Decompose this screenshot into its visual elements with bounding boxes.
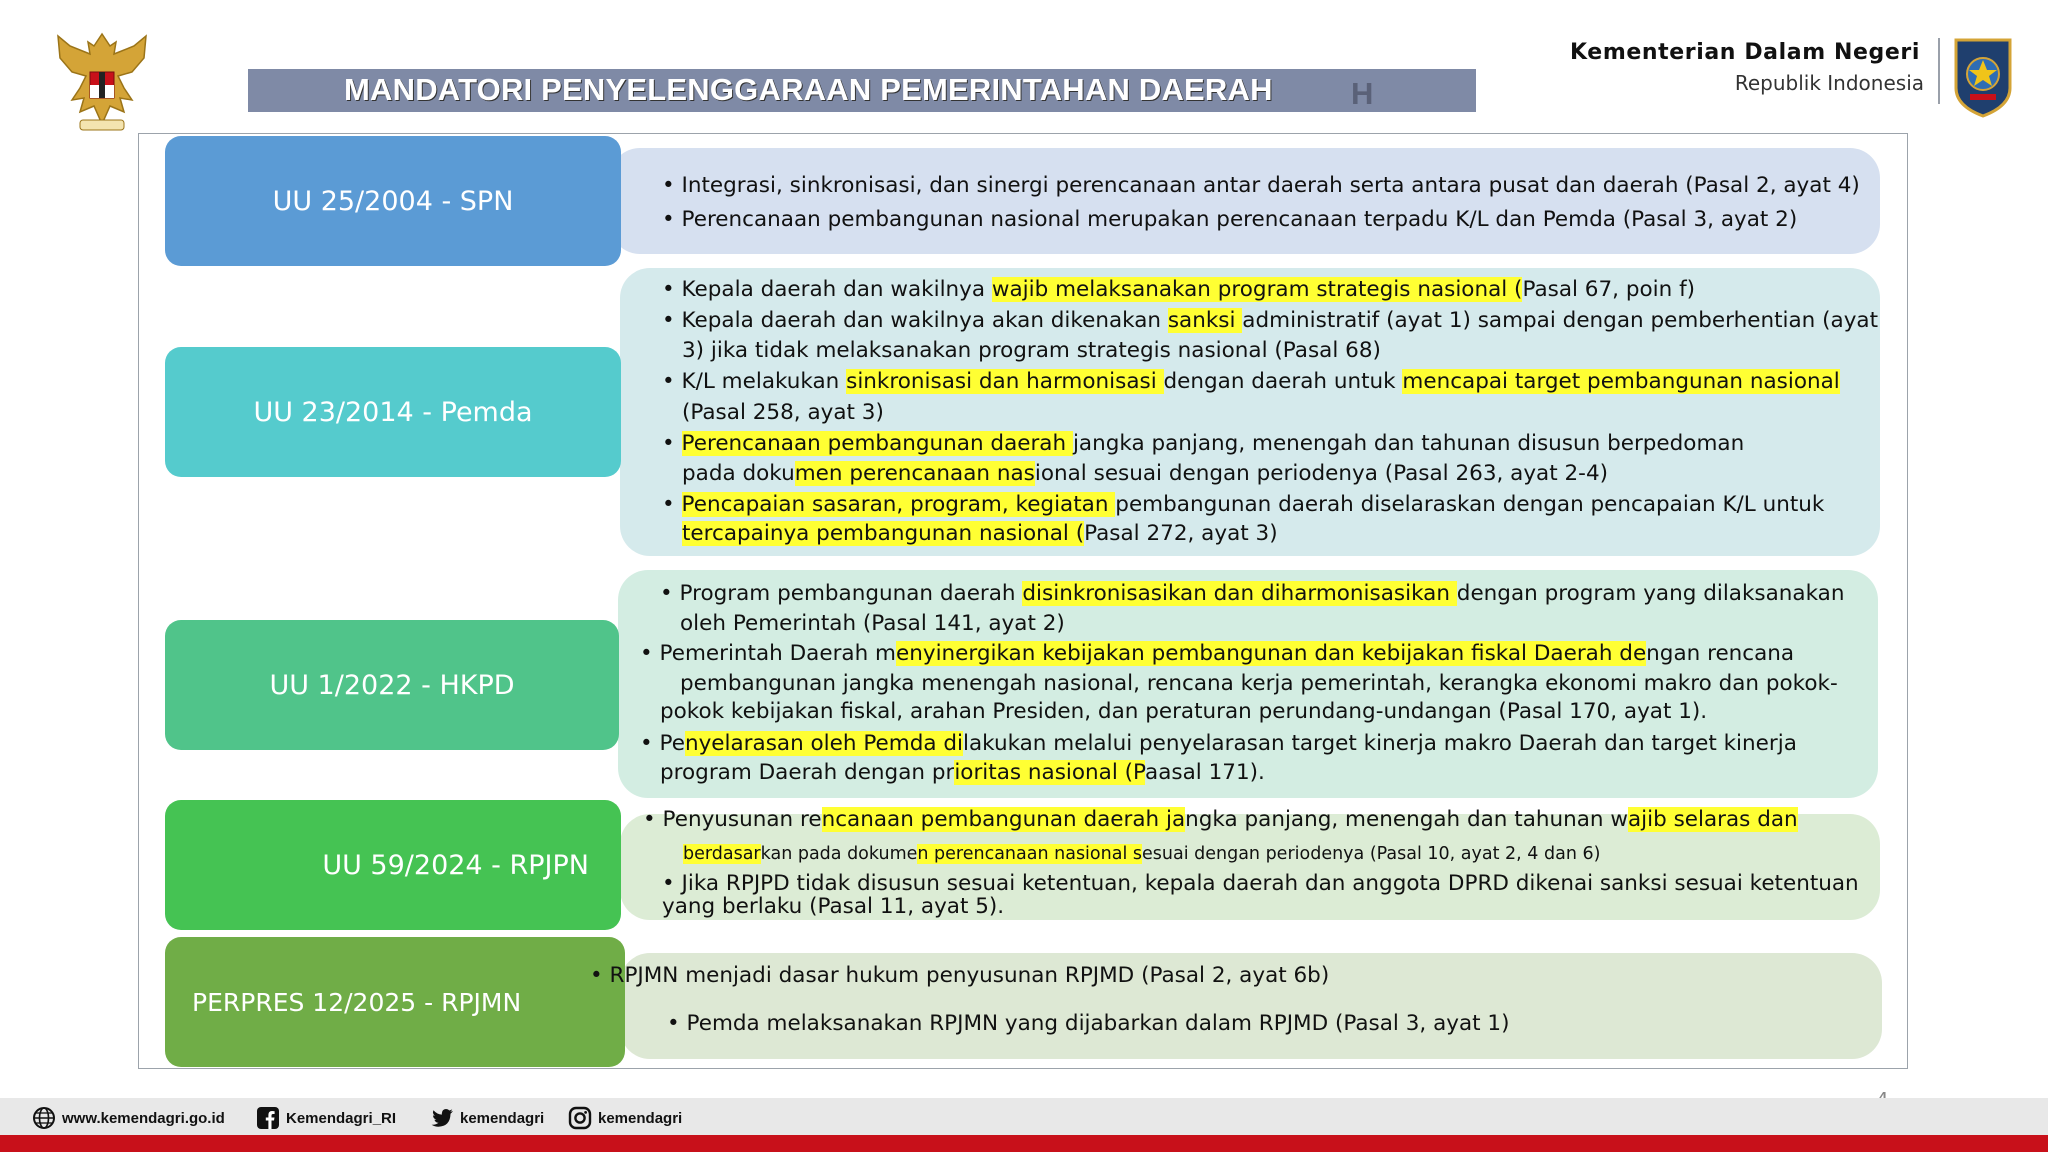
text-segment: kan pada dokume	[760, 844, 918, 864]
footer-website[interactable]	[32, 1106, 225, 1130]
row1-label-text: UU 25/2004 - SPN	[272, 185, 514, 217]
row1-label	[165, 136, 621, 266]
highlighted-text: n perencanaan nasional s	[917, 844, 1142, 864]
text-segment: (Pasal 258, ayat 3)	[682, 400, 884, 425]
text-segment: lakukan melalui penyelarasan target kinerja makro Daerah dan target kinerja	[963, 731, 1797, 756]
instagram-icon	[568, 1106, 592, 1130]
highlighted-text: wajib melaksanakan program strategis nasional (	[991, 277, 1523, 302]
row3-line	[660, 759, 1265, 787]
highlighted-text: mencapai target pembangunan nasional	[1402, 369, 1840, 394]
row2-line	[682, 337, 1381, 365]
text-segment: • Perencanaan pembangunan nasional merupakan perencanaan terpadu K/L dan Pemda (Pasal 3, ayat 2)	[662, 207, 1798, 232]
text-segment: pembangunan jangka menengah nasional, rencana kerja pemerintah, kerangka ekonomi makro dan pokok-	[680, 671, 1838, 696]
footer-red-stripe	[0, 1135, 2048, 1152]
row3-line	[680, 670, 1838, 698]
highlighted-text: ioritas nasional (P	[954, 760, 1146, 785]
text-segment: •	[662, 492, 682, 517]
row2-line	[662, 307, 1878, 335]
row4-line	[643, 806, 1798, 834]
facebook-icon	[256, 1106, 280, 1130]
row4-line	[662, 893, 1004, 921]
row3-line	[680, 610, 1065, 638]
text-segment: dengan daerah untuk	[1163, 369, 1403, 394]
highlighted-text: enyinergikan kebijakan pembangunan dan kebijakan fiskal Daerah de	[896, 641, 1647, 666]
text-segment: • Pemda melaksanakan RPJMN yang dijabarkan dalam RPJMD (Pasal 3, ayat 1)	[667, 1011, 1510, 1036]
twitter-icon	[430, 1106, 454, 1130]
text-segment: • Kepala daerah dan wakilnya akan dikenakan	[662, 308, 1168, 333]
row1-content-box	[610, 148, 1880, 254]
row4-label	[165, 800, 621, 930]
title-ghost-letter: H	[1351, 76, 1374, 111]
row2-line	[682, 460, 1608, 488]
text-segment: • Integrasi, sinkronisasi, dan sinergi perencanaan antar daerah serta antara pusat dan daerah (Pasal 2, ayat 4)	[662, 173, 1860, 198]
row3-line	[660, 580, 1844, 608]
footer-website-text: www.kemendagri.go.id	[62, 1109, 225, 1127]
row2-line	[662, 430, 1744, 458]
globe-icon	[32, 1106, 56, 1130]
text-segment: Pasal 272, ayat 3)	[1084, 521, 1278, 546]
footer-twitter-text: kemendagri	[460, 1109, 545, 1127]
row2-label	[165, 347, 621, 477]
garuda-emblem-icon	[50, 28, 155, 136]
text-segment: dengan program yang dilaksanakan	[1456, 581, 1845, 606]
row3-line	[660, 698, 1707, 726]
highlighted-text: ncanaan pembangunan daerah ja	[821, 807, 1186, 832]
row1-line	[662, 206, 1797, 234]
text-segment: esuai dengan periodenya (Pasal 10, ayat 2, 4 dan 6)	[1142, 844, 1601, 864]
row1-line	[662, 172, 1860, 200]
text-segment: • Penyusunan re	[643, 807, 822, 832]
footer-twitter[interactable]	[430, 1106, 544, 1130]
highlighted-text: berdasar	[683, 844, 761, 864]
text-segment: yang berlaku (Pasal 11, ayat 5).	[662, 894, 1005, 919]
text-segment: pokok kebijakan fiskal, arahan Presiden, dan peraturan perundang-undangan (Pasal 170, ayat 1).	[660, 699, 1708, 724]
page-title: MANDATORI PENYELENGGARAAN PEMERINTAHAN DAERAH	[344, 72, 1273, 107]
text-segment: • K/L melakukan	[662, 369, 847, 394]
text-segment: Pasal 67, poin f)	[1522, 277, 1696, 302]
highlighted-text: tercapainya pembangunan nasional (	[682, 521, 1085, 546]
highlighted-text: disinkronisasikan dan diharmonisasikan	[1022, 581, 1457, 606]
footer-instagram[interactable]	[568, 1106, 682, 1130]
text-segment: jangka panjang, menengah dan tahunan disusun berpedoman	[1072, 431, 1745, 456]
ministry-name: Kementerian Dalam Negeri	[1570, 40, 1920, 65]
row3-label	[165, 620, 619, 750]
text-segment: ngka panjang, menengah dan tahunan w	[1185, 807, 1628, 832]
highlighted-text: sinkronisasi dan harmonisasi	[846, 369, 1164, 394]
row5-label	[165, 937, 625, 1067]
highlighted-text: sanksi	[1167, 308, 1243, 333]
row3-line	[640, 640, 1794, 668]
row2-line	[662, 368, 1840, 396]
highlighted-text: ajib selaras dan	[1627, 807, 1798, 832]
kemendagri-logo-icon	[1952, 36, 2014, 118]
text-segment: ngan rencana	[1646, 641, 1795, 666]
text-segment: • Program pembangunan daerah	[660, 581, 1023, 606]
row3-line	[640, 730, 1797, 758]
text-segment: • Kepala daerah dan wakilnya	[662, 277, 992, 302]
highlighted-text: Perencanaan pembangunan daerah	[681, 431, 1073, 456]
text-segment: oleh Pemerintah (Pasal 141, ayat 2)	[680, 611, 1065, 636]
text-segment: aasal 171).	[1145, 760, 1265, 785]
highlighted-text: nyelarasan oleh Pemda di	[684, 731, 963, 756]
header-divider	[1938, 38, 1940, 104]
text-segment: • Jika RPJPD tidak disusun sesuai ketentuan, kepala daerah dan anggota DPRD dikenai sanksi sesuai ketentuan	[662, 871, 1859, 896]
row2-line	[682, 520, 1278, 548]
row5-label-text: PERPRES 12/2025 - RPJMN	[192, 987, 522, 1017]
row4-label-text: UU 59/2024 - RPJPN	[322, 849, 589, 881]
footer-instagram-text: kemendagri	[598, 1109, 683, 1127]
text-segment: ional sesuai dengan periodenya (Pasal 263, ayat 2-4)	[1034, 461, 1609, 486]
footer-facebook-text: Kemendagri_RI	[286, 1109, 397, 1127]
text-segment: pada doku	[682, 461, 795, 486]
text-segment: • Pemerintah Daerah m	[640, 641, 896, 666]
row4-line	[683, 840, 1600, 868]
footer-facebook[interactable]	[256, 1106, 396, 1130]
row3-label-text: UU 1/2022 - HKPD	[269, 669, 515, 701]
ministry-subtitle: Republik Indonesia	[1734, 71, 1924, 95]
row2-line	[662, 276, 1695, 304]
row5-line	[590, 962, 1329, 990]
row2-line	[662, 491, 1824, 519]
text-segment: 3) jika tidak melaksanakan program strategis nasional (Pasal 68)	[682, 338, 1381, 363]
row2-line	[682, 399, 884, 427]
text-segment: administratif (ayat 1) sampai dengan pemberhentian (ayat	[1242, 308, 1879, 333]
text-segment: •	[662, 431, 682, 456]
highlighted-text: Pencapaian sasaran, program, kegiatan	[681, 492, 1116, 517]
row2-label-text: UU 23/2014 - Pemda	[253, 396, 533, 428]
text-segment: • Pe	[640, 731, 685, 756]
row5-line	[667, 1010, 1510, 1038]
text-segment: • RPJMN menjadi dasar hukum penyusunan RPJMD (Pasal 2, ayat 6b)	[590, 963, 1330, 988]
text-segment: pembangunan daerah diselaraskan dengan pencapaian K/L untuk	[1115, 492, 1825, 517]
text-segment: program Daerah dengan pr	[660, 760, 955, 785]
highlighted-text: men perencanaan nas	[794, 461, 1035, 486]
